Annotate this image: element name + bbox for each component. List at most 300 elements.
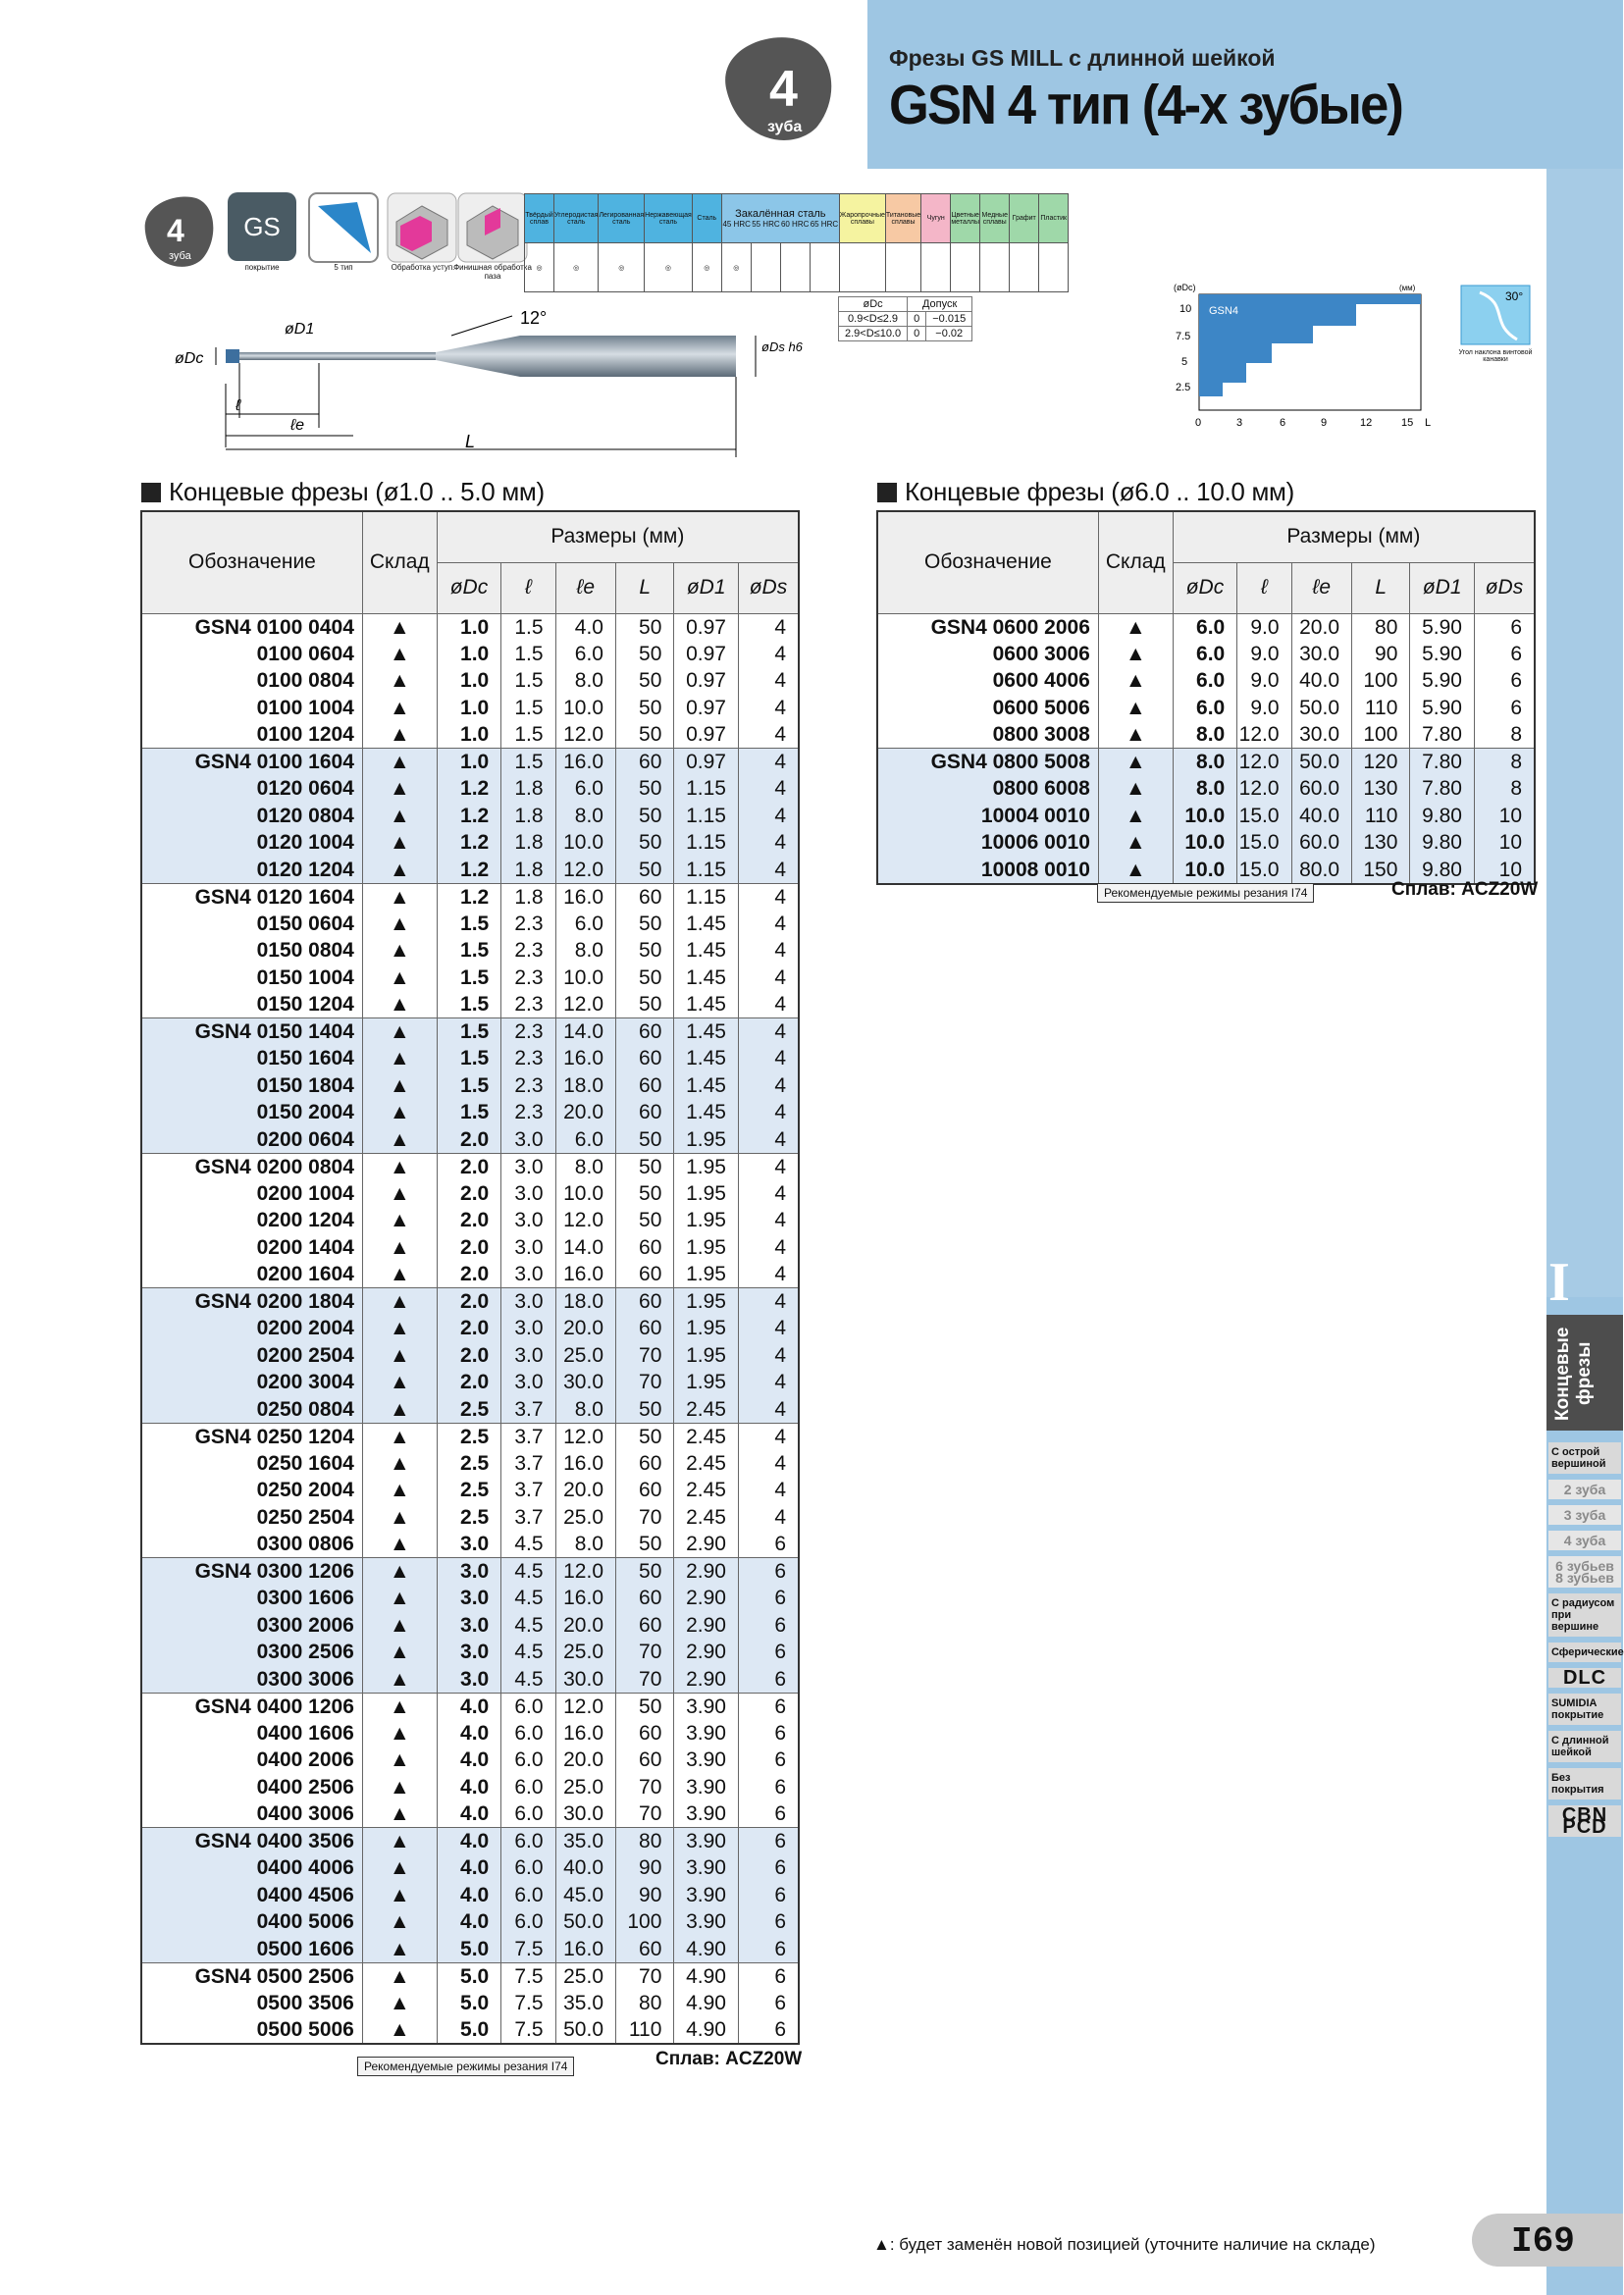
machining2-label: Финишная обработка паза: [453, 263, 532, 281]
dim-value: 1.15: [674, 775, 739, 803]
product-code: GSN4 0150 1404: [141, 1018, 362, 1046]
stock-mark: ▲: [362, 1315, 437, 1342]
dim-value: 1.0: [437, 641, 501, 668]
stock-mark: ▲: [362, 1261, 437, 1288]
gs-label: GS: [243, 212, 281, 241]
product-code: 0200 1204: [141, 1207, 362, 1234]
table-row: [141, 1261, 799, 1288]
dim-value: 1.45: [674, 1018, 739, 1046]
dim-value: 10.0: [555, 1180, 615, 1208]
dim-value: 50: [616, 721, 674, 749]
dim-value: 1.95: [674, 1369, 739, 1396]
dim-value: 100: [1352, 721, 1410, 749]
dim-value: 2.90: [674, 1585, 739, 1612]
dim-value: 3.0: [501, 1126, 555, 1154]
table-row: [877, 613, 1535, 641]
dim-value: 6: [738, 1828, 799, 1855]
table-row: [141, 1072, 799, 1100]
table-row: [141, 1423, 799, 1450]
table-row: [141, 775, 799, 803]
dim-value: 4: [738, 965, 799, 992]
stock-mark: ▲: [362, 1612, 437, 1640]
left-section-title: Концевые фрезы (ø1.0 .. 5.0 мм): [141, 477, 545, 507]
stock-mark: ▲: [362, 1639, 437, 1666]
stock-mark: ▲: [362, 1585, 437, 1612]
ds-label: øDs h6: [761, 339, 803, 354]
dim-value: 70: [616, 1369, 674, 1396]
dim-value: 3.0: [501, 1315, 555, 1342]
dim-value: 25.0: [555, 1342, 615, 1370]
dim-value: 60: [616, 1747, 674, 1774]
dim-value: 10: [1474, 829, 1535, 857]
stock-mark: ▲: [362, 749, 437, 776]
material-cell: Сталь: [692, 194, 721, 243]
dim-value: 8.0: [555, 803, 615, 830]
dim-value: 20.0: [1291, 613, 1351, 641]
rail-item[interactable]: 4 зуба: [1548, 1531, 1621, 1550]
dim-value: 7.5: [501, 1962, 555, 1990]
left-recommend-link[interactable]: Рекомендуемые режимы резания I74: [357, 2057, 574, 2076]
dim-value: 5.90: [1410, 695, 1475, 722]
product-code: GSN4 0600 2006: [877, 613, 1098, 641]
right-section-title: Концевые фрезы (ø6.0 .. 10.0 мм): [877, 477, 1294, 507]
dim-value: 50.0: [1291, 749, 1351, 776]
dim-value: 4.0: [437, 1828, 501, 1855]
dim-value: 90: [616, 1882, 674, 1909]
product-code: GSN4 0400 1206: [141, 1693, 362, 1720]
dim-value: 4: [738, 1234, 799, 1262]
dim-value: 2.0: [437, 1342, 501, 1370]
dim-value: 9.0: [1237, 641, 1291, 668]
dim-value: 70: [616, 1342, 674, 1370]
table-row: [141, 1908, 799, 1936]
product-code: 0150 2004: [141, 1099, 362, 1126]
stock-mark: ▲: [362, 1693, 437, 1720]
materials-table: Твёрдый сплав Углеродистая сталь Легированная сталь Нержавеющая сталь Сталь Закалённая сталь 45 HRC 55 HRC 60 HRC 65 HRC Жаропрочные сплавы Титановые сплавы Чугун Цветные металлы Медные сплавы Графит Пластик ◎ ◎ ◎ ◎ ◎ ◎: [524, 193, 1069, 292]
material-cell: Легированная сталь: [599, 194, 645, 243]
stock-mark: ▲: [362, 1800, 437, 1828]
dim-value: 70: [616, 1774, 674, 1801]
dim-value: 4: [738, 641, 799, 668]
stock-mark: ▲: [1098, 803, 1173, 830]
dim-value: 1.0: [437, 749, 501, 776]
col-dims: Размеры (мм): [1173, 511, 1535, 562]
product-code: 0300 2506: [141, 1639, 362, 1666]
dim-value: 10.0: [555, 695, 615, 722]
dim-value: 1.5: [437, 965, 501, 992]
dim-value: 1.15: [674, 857, 739, 884]
dim-value: 50: [616, 911, 674, 938]
dim-value: 50: [616, 1207, 674, 1234]
dim-value: 3.90: [674, 1800, 739, 1828]
dim-value: 2.0: [437, 1261, 501, 1288]
dim-value: 3.0: [501, 1288, 555, 1316]
dim-value: 6.0: [501, 1854, 555, 1882]
dim-value: 2.5: [437, 1504, 501, 1532]
dim-value: 4: [738, 803, 799, 830]
stock-mark: ▲: [362, 1504, 437, 1532]
dim-value: 10.0: [1173, 803, 1237, 830]
rail-item[interactable]: 6 зубьев 8 зубьев: [1548, 1556, 1621, 1588]
table-row: [141, 857, 799, 884]
table-row: [877, 667, 1535, 695]
dim-value: 4: [738, 1315, 799, 1342]
dim-value: 4.0: [437, 1800, 501, 1828]
dim-value: 12.0: [555, 1558, 615, 1586]
dim-value: 4.90: [674, 1990, 739, 2017]
stock-mark: ▲: [362, 937, 437, 965]
rail-item[interactable]: SUMIDIA покрытие: [1548, 1694, 1621, 1725]
dim-value: 16.0: [555, 1720, 615, 1747]
product-code: GSN4 0200 0804: [141, 1153, 362, 1180]
product-code: GSN4 0100 0404: [141, 613, 362, 641]
right-recommend-link[interactable]: Рекомендуемые режимы резания I74: [1097, 883, 1314, 903]
table-row: [141, 749, 799, 776]
page-subtitle: Фрезы GS MILL с длинной шейкой: [889, 45, 1276, 71]
stock-mark: ▲: [362, 641, 437, 668]
rail-item[interactable]: 2 зуба: [1548, 1480, 1621, 1499]
dim-value: 1.5: [437, 911, 501, 938]
dim-value: 50: [616, 991, 674, 1018]
stock-mark: ▲: [362, 1774, 437, 1801]
dim-value: 2.5: [437, 1450, 501, 1478]
product-code: 0500 5006: [141, 2016, 362, 2044]
dim-value: 1.5: [501, 667, 555, 695]
stock-mark: ▲: [362, 829, 437, 857]
dim-value: 6: [738, 1747, 799, 1774]
stock-mark: ▲: [362, 695, 437, 722]
product-code: 0120 1004: [141, 829, 362, 857]
dim-value: 1.8: [501, 883, 555, 911]
rail-item[interactable]: Сферические: [1548, 1643, 1621, 1662]
dim-value: 4: [738, 1450, 799, 1478]
d1-label: øD1: [285, 321, 315, 338]
table-row: [141, 1288, 799, 1316]
dim-value: 6: [1474, 613, 1535, 641]
dim-value: 50: [616, 1396, 674, 1424]
dim-value: 20.0: [555, 1099, 615, 1126]
dim-value: 25.0: [555, 1962, 615, 1990]
dim-value: 3.90: [674, 1828, 739, 1855]
dim-value: 70: [616, 1504, 674, 1532]
dim-value: 60: [616, 1261, 674, 1288]
dim-value: 2.0: [437, 1207, 501, 1234]
table-row: [141, 667, 799, 695]
stock-mark: ▲: [362, 721, 437, 749]
table-row: [141, 1315, 799, 1342]
dim-value: 60: [616, 1450, 674, 1478]
dim-value: 50: [616, 1558, 674, 1586]
material-cell: Нержавеющая сталь: [645, 194, 693, 243]
table-row: [877, 641, 1535, 668]
material-cell: Медные сплавы: [980, 194, 1010, 243]
dim-value: 16.0: [555, 1261, 615, 1288]
machining1-label: Обработка уступ.: [391, 263, 455, 272]
rail-item[interactable]: С острой вершиной: [1548, 1442, 1621, 1474]
rail-item[interactable]: Без покрытия: [1548, 1768, 1621, 1799]
col-code: Обозначение: [877, 511, 1098, 613]
dim-value: 100: [1352, 667, 1410, 695]
product-code: 0120 0604: [141, 775, 362, 803]
gs-coating-icon: [228, 192, 296, 261]
product-code: 0120 0804: [141, 803, 362, 830]
dim-value: 6.0: [555, 911, 615, 938]
dim-value: 3.0: [437, 1585, 501, 1612]
dim-value: 2.90: [674, 1531, 739, 1558]
product-code: 0400 3006: [141, 1800, 362, 1828]
stock-mark: ▲: [362, 1450, 437, 1478]
left-alloy: Сплав: ACZ20W: [655, 2049, 803, 2069]
dim-value: 4.5: [501, 1531, 555, 1558]
dim-value: 6: [738, 1720, 799, 1747]
dim-value: 50: [616, 667, 674, 695]
product-code: GSN4 0120 1604: [141, 883, 362, 911]
footnote: ▲: будет заменён новой позицией (уточните наличие на складе): [873, 2235, 1376, 2254]
dim-value: 2.3: [501, 937, 555, 965]
dim-value: 110: [616, 2016, 674, 2044]
dim-value: 10: [1474, 857, 1535, 884]
x-tick: 9: [1321, 417, 1328, 429]
dim-value: 60: [616, 1315, 674, 1342]
product-code: 0400 5006: [141, 1908, 362, 1936]
dim-value: 45.0: [555, 1882, 615, 1909]
product-code: GSN4 0250 1204: [141, 1423, 362, 1450]
dim-value: 6: [738, 1639, 799, 1666]
badge-number: 4: [769, 61, 798, 118]
dim-value: 3.90: [674, 1882, 739, 1909]
dim-value: 1.5: [437, 937, 501, 965]
dim-value: 60.0: [1291, 829, 1351, 857]
dim-value: 4: [738, 1045, 799, 1072]
dim-value: 3.7: [501, 1504, 555, 1532]
stock-mark: ▲: [362, 1018, 437, 1046]
dim-value: 12.0: [555, 1693, 615, 1720]
product-code: 0150 1804: [141, 1072, 362, 1100]
table-row: [141, 1639, 799, 1666]
stock-mark: ▲: [362, 1936, 437, 1963]
dim-value: 30.0: [555, 1666, 615, 1694]
badge-label: зуба: [767, 119, 803, 135]
dim-value: 2.3: [501, 991, 555, 1018]
product-code: GSN4 0500 2506: [141, 1962, 362, 1990]
dim-value: 4.90: [674, 1962, 739, 1990]
dim-value: 70: [616, 1800, 674, 1828]
stock-mark: ▲: [1098, 721, 1173, 749]
dim-value: 25.0: [555, 1639, 615, 1666]
dim-value: 60: [616, 1072, 674, 1100]
product-code: 10008 0010: [877, 857, 1098, 884]
dim-value: 120: [1352, 749, 1410, 776]
dim-value: 4: [738, 1099, 799, 1126]
material-cell: Углеродистая сталь: [554, 194, 599, 243]
dim-value: 6.0: [555, 775, 615, 803]
dim-value: 0.97: [674, 695, 739, 722]
table-row: [141, 1180, 799, 1208]
stock-mark: ▲: [362, 1558, 437, 1586]
dim-value: 6: [738, 1990, 799, 2017]
stock-mark: ▲: [362, 1396, 437, 1424]
dim-value: 90: [1352, 641, 1410, 668]
y-tick: 10: [1179, 303, 1192, 315]
dim-value: 4.5: [501, 1639, 555, 1666]
product-code: 0400 2506: [141, 1774, 362, 1801]
dim-value: 3.90: [674, 1908, 739, 1936]
product-code: 0100 0804: [141, 667, 362, 695]
dim-value: 5.90: [1410, 641, 1475, 668]
table-row: [141, 1342, 799, 1370]
product-code: 0800 3008: [877, 721, 1098, 749]
stock-mark: ▲: [362, 883, 437, 911]
dim-value: 50: [616, 1180, 674, 1208]
rail-item[interactable]: С радиусом при вершине: [1548, 1593, 1621, 1637]
product-code: 0200 0604: [141, 1126, 362, 1154]
dim-value: 50.0: [555, 1908, 615, 1936]
stock-mark: ▲: [362, 1747, 437, 1774]
dim-value: 70: [616, 1666, 674, 1694]
table-row: [141, 1558, 799, 1586]
dim-value: 50: [616, 1126, 674, 1154]
dim-value: 60: [616, 1585, 674, 1612]
dim-value: 2.45: [674, 1423, 739, 1450]
dim-value: 1.2: [437, 803, 501, 830]
dim-value: 6.0: [1173, 695, 1237, 722]
dim-value: 50: [616, 1693, 674, 1720]
dim-value: 1.95: [674, 1342, 739, 1370]
dim-value: 4: [738, 1072, 799, 1100]
dim-value: 6: [738, 1531, 799, 1558]
dim-value: 5.0: [437, 1990, 501, 2017]
dim-value: 1.45: [674, 1099, 739, 1126]
dim-value: 1.0: [437, 695, 501, 722]
dim-value: 4: [738, 1261, 799, 1288]
dim-value: 50: [616, 775, 674, 803]
product-code: 0600 5006: [877, 695, 1098, 722]
dim-value: 1.45: [674, 991, 739, 1018]
dim-value: 4: [738, 1423, 799, 1450]
dim-value: 6: [738, 1962, 799, 1990]
dim-value: 16.0: [555, 1045, 615, 1072]
dim-value: 4.5: [501, 1585, 555, 1612]
dim-value: 50: [616, 613, 674, 641]
dim-value: 50.0: [1291, 695, 1351, 722]
dim-value: 4: [738, 1126, 799, 1154]
dim-value: 20.0: [555, 1747, 615, 1774]
dim-value: 4: [738, 991, 799, 1018]
dim-value: 4: [738, 1018, 799, 1046]
dim-value: 8.0: [1173, 749, 1237, 776]
table-row: [141, 1126, 799, 1154]
dim-value: 3.90: [674, 1747, 739, 1774]
dim-value: 2.3: [501, 965, 555, 992]
angle-label: 12°: [520, 308, 548, 328]
dim-value: 100: [616, 1908, 674, 1936]
stock-mark: ▲: [362, 1908, 437, 1936]
helix-angle-icon: [1460, 285, 1531, 345]
dim-value: 6.0: [501, 1693, 555, 1720]
dim-value: 1.5: [437, 1018, 501, 1046]
product-code: 0250 1604: [141, 1450, 362, 1478]
dim-value: 2.45: [674, 1396, 739, 1424]
stock-mark: ▲: [362, 1153, 437, 1180]
dim-value: 4: [738, 695, 799, 722]
dim-value: 16.0: [555, 1450, 615, 1478]
dim-value: 4: [738, 667, 799, 695]
table-row: [141, 695, 799, 722]
product-code: GSN4 0200 1804: [141, 1288, 362, 1316]
dim-value: 30.0: [1291, 641, 1351, 668]
dim-value: 1.0: [437, 667, 501, 695]
stock-mark: ▲: [362, 1369, 437, 1396]
dim-value: 1.95: [674, 1261, 739, 1288]
dim-value: 4: [738, 1342, 799, 1370]
dim-value: 14.0: [555, 1018, 615, 1046]
stock-mark: ▲: [362, 1477, 437, 1504]
table-row: [141, 1477, 799, 1504]
dim-value: 5.90: [1410, 613, 1475, 641]
dim-value: 8.0: [1173, 721, 1237, 749]
rail-item[interactable]: 3 зуба: [1548, 1505, 1621, 1525]
page-title: GSN 4 тип (4-х зубые): [889, 74, 1403, 136]
dim-value: 90: [616, 1854, 674, 1882]
dim-value: 2.45: [674, 1477, 739, 1504]
side-rail-top: [1546, 169, 1623, 1297]
rail-item[interactable]: С длинной шейкой: [1548, 1731, 1621, 1762]
coating-label: покрытие: [244, 263, 280, 272]
product-code: 0200 1604: [141, 1261, 362, 1288]
product-code: 0400 1606: [141, 1720, 362, 1747]
table-row: [141, 1854, 799, 1882]
dim-value: 2.90: [674, 1639, 739, 1666]
dim-value: 80: [616, 1828, 674, 1855]
dim-value: 3.90: [674, 1693, 739, 1720]
stock-mark: ▲: [362, 1099, 437, 1126]
stock-mark: ▲: [362, 857, 437, 884]
dim-value: 60: [616, 1288, 674, 1316]
table-row: [141, 911, 799, 938]
tool-diagram: [147, 290, 803, 467]
dim-value: 130: [1352, 775, 1410, 803]
dim-value: 8.0: [555, 1531, 615, 1558]
dim-value: 25.0: [555, 1504, 615, 1532]
product-code: 0200 1404: [141, 1234, 362, 1262]
dim-value: 1.45: [674, 911, 739, 938]
product-code: 0150 1604: [141, 1045, 362, 1072]
rail-item[interactable]: DLC: [1548, 1668, 1621, 1688]
dim-value: 8: [1474, 775, 1535, 803]
material-cell: Графит: [1010, 194, 1039, 243]
dim-value: 6.0: [501, 1908, 555, 1936]
dim-value: 60: [616, 749, 674, 776]
x-tick: 3: [1236, 417, 1243, 429]
table-row: [141, 883, 799, 911]
dim-value: 2.5: [437, 1423, 501, 1450]
dim-value: 25.0: [555, 1774, 615, 1801]
stock-mark: ▲: [1098, 775, 1173, 803]
dim-value: 4.0: [437, 1774, 501, 1801]
slot-machining-icon: [457, 192, 528, 263]
dim-value: 0.97: [674, 721, 739, 749]
dim-value: 70: [616, 1962, 674, 1990]
stock-mark: ▲: [362, 1828, 437, 1855]
stock-mark: ▲: [362, 1207, 437, 1234]
dim-value: 1.8: [501, 829, 555, 857]
dim-value: 7.80: [1410, 721, 1475, 749]
rail-item[interactable]: CBN PCD: [1548, 1805, 1621, 1837]
stock-mark: ▲: [1098, 641, 1173, 668]
stock-mark: ▲: [362, 803, 437, 830]
product-code: GSN4 0800 5008: [877, 749, 1098, 776]
dim-value: 1.15: [674, 883, 739, 911]
